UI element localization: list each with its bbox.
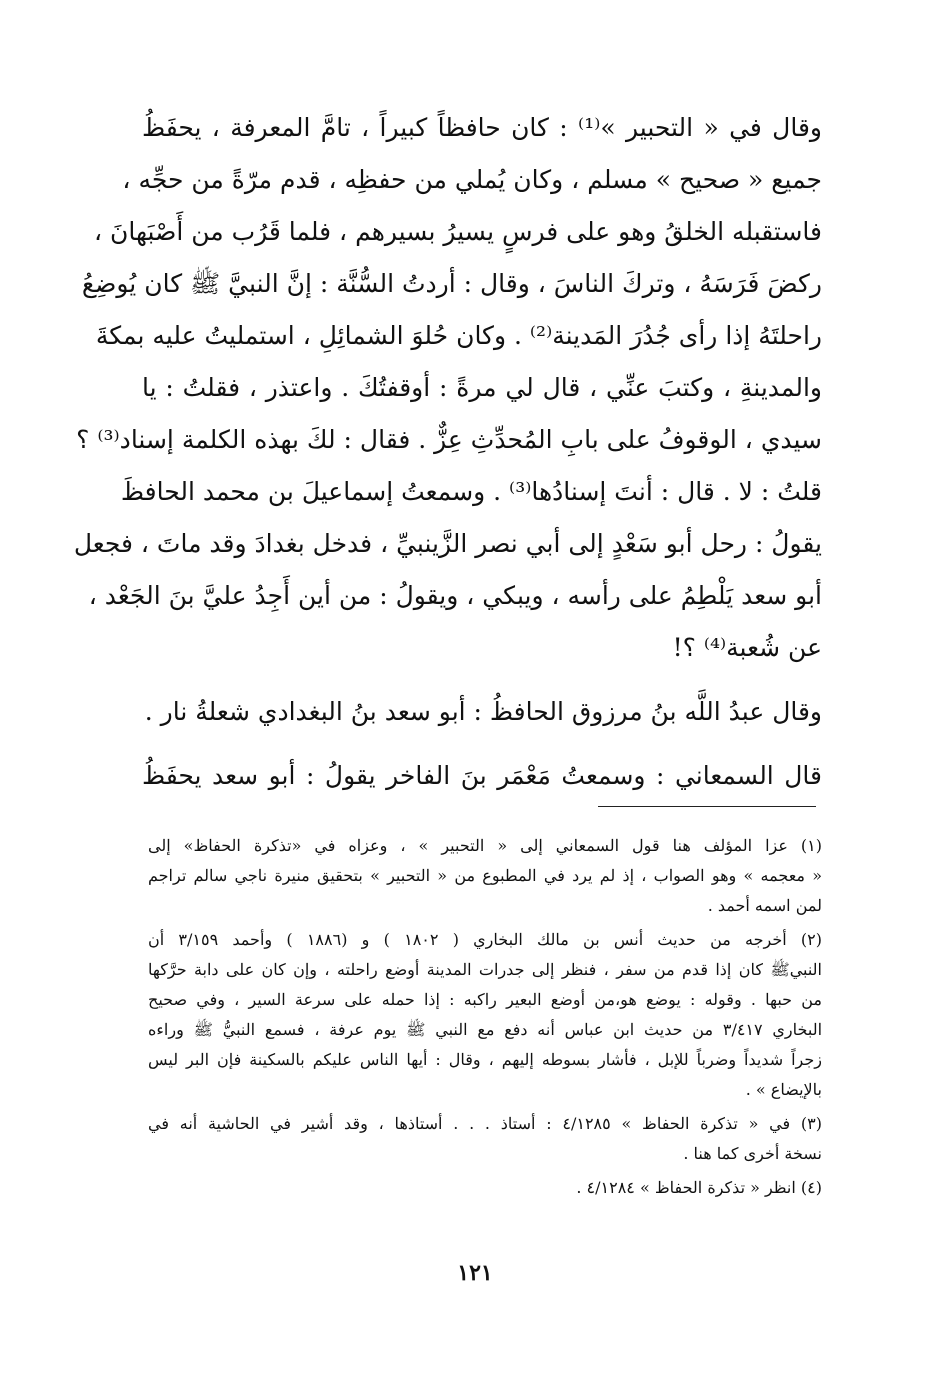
text-line: راحلتَهُ إذا رأى جُدُرَ المَدينة⁽²⁾ . وكان حُلوَ الشمائِلِ ، استمليتُ عليه بمكةَ xyxy=(95,321,822,350)
footnote-line: بالإيضاع » . xyxy=(745,1080,822,1099)
footnote-line: (٣) في « تذكرة الحفاظ » ٤/١٢٨٥ : أستاذ . . . أستاذها ، وقد أشير في الحاشية أنه في xyxy=(148,1114,822,1133)
text-line: قلتُ : لا . قال : أنتَ إسنادُها⁽³⁾ . وسمعتُ إسماعيلَ بن محمد الحافظَ xyxy=(120,477,822,506)
paragraph-3: قال السمعاني : وسمعتُ مَعْمَر بنَ الفاخر يقولُ : أبو سعد يحفَظُ xyxy=(142,761,822,790)
footnotes xyxy=(148,831,822,1203)
footnote-line: (١) عزا المؤلف هنا قول السمعاني إلى « التحبير » ، وعزاه في «تذكرة الحفاظ» إلى xyxy=(148,836,822,855)
text-line: أبو سعد يَلْطِمُ على رأسه ، ويبكي ، ويقولُ : من أين أَجِدُ عليَّ بنَ الجَعْد ، xyxy=(88,581,822,610)
footnote-line: لمن اسمه أحمد . xyxy=(707,896,822,915)
footnote-line: من حبها . وقوله : يوضع هو،من أوضع البعير راكبه : إذا حمله على سرعة السير ، وفي صحيح xyxy=(148,990,822,1009)
page-number: ١٢١ xyxy=(457,1260,493,1286)
footnote-line: النبيﷺ كان إذا قدم من سفر ، فنظر إلى جدرات المدينة أوضع راحلته ، وإن كان على دابة حرَّكها xyxy=(148,960,823,979)
footnote-line: نسخة أخرى كما هنا . xyxy=(683,1144,822,1163)
footnote-line: (٢) أخرجه من حديث أنس بن مالك البخاري ( ١٨٠٢ ) و (١٨٨٦ ) وأحمد ٣/١٥٩ أن xyxy=(148,930,822,949)
text-line: وقال في « التحبير »⁽¹⁾ : كان حافظاً كبيراً ، تامَّ المعرفة ، يحفَظُ xyxy=(142,113,822,142)
footnote-line: زجراً شديداً وضرباً للإبل ، فأشار بسوطه إليهم ، وقال : أيها الناس عليكم بالسكينة فإن البر ليس xyxy=(148,1050,822,1069)
text-line: جميع « صحيح » مسلم ، وكان يُملي من حفظِه ، قدم مرّةً من حجِّه ، xyxy=(122,165,822,194)
paragraph-gap xyxy=(142,738,822,750)
paragraph-2: وقال عبدُ اللَّه بنُ مرزوق الحافظُ : أبو سعد بنُ البغدادي شعلةُ نار . xyxy=(144,697,822,726)
footnote-line: البخاري ٣/٤١٧ من حديث ابن عباس أنه دفع مع النبي ﷺ يوم عرفة ، فسمع النبيُّ ﷺ وراءه xyxy=(148,1020,823,1039)
footnote-separator xyxy=(598,806,816,807)
paragraph-gap xyxy=(142,674,822,686)
text-line: فاستقبله الخلقُ وهو على فرسٍ يسيرُ بسيرهم ، فلما قَرُب من أَصْبَهانَ ، xyxy=(94,217,822,246)
text-line: ركضَ فَرَسَهُ ، وتركَ الناسَ ، وقال : أردتُ السُّنَّة : إنَّ النبيَّ ﷺ كان يُوضِعُ xyxy=(81,269,822,298)
footnote-line: « معجمه » وهو الصواب ، إذ لم يرد في المطبوع من « التحبير » بتحقيق منيرة ناجي سالم تراجم xyxy=(148,866,823,885)
footnote-line: (٤) انظر « تذكرة الحفاظ » ٤/١٢٨٤ . xyxy=(576,1178,822,1197)
text-line: يقولُ : رحل أبو سَعْدٍ إلى أبي نصر الزَّينبيِّ ، فدخل بغدادَ وقد ماتَ ، فجعل xyxy=(73,529,822,558)
main-text xyxy=(73,102,822,802)
text-line: عن شُعبة⁽⁴⁾ ؟! xyxy=(672,633,822,662)
text-line: سيدي ، الوقوفُ على بابِ المُحدِّثِ عِزٌّ . فقال : لكَ بهذه الكلمة إسناد⁽³⁾ ؟ xyxy=(76,425,822,454)
text-line: والمدينةِ ، وكتبَ عنِّي ، قال لي مرةً : أوقفتُكَ . واعتذر ، فقلتُ : يا xyxy=(142,373,822,402)
